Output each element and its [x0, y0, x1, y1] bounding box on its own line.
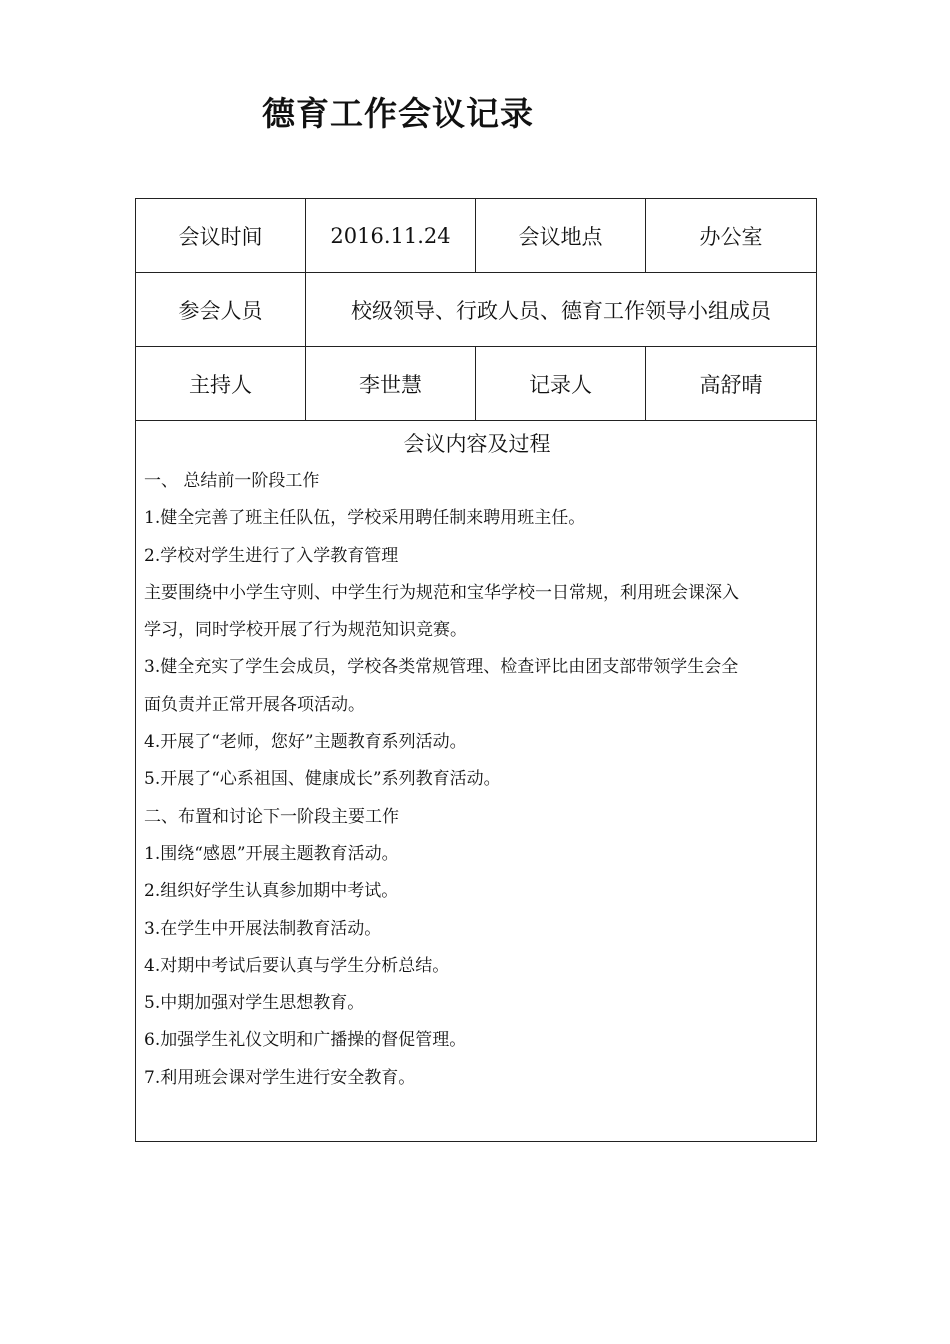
content-line: 面负责并正常开展各项活动。 [144, 694, 365, 715]
content-line: 7.利用班会课对学生进行安全教育。 [144, 1067, 416, 1088]
meeting-place-label: 会议地点 [476, 199, 646, 273]
time-place-row [136, 199, 817, 273]
document-title: 德育工作会议记录 [262, 94, 534, 133]
content-line: 1.健全完善了班主任队伍，学校采用聘任制来聘用班主任。 [144, 508, 586, 529]
content-line: 6.加强学生礼仪文明和广播操的督促管理。 [144, 1030, 467, 1051]
host-label: 主持人 [136, 347, 306, 421]
meeting-time-label: 会议时间 [136, 199, 306, 273]
recorder-value: 高舒晴 [646, 347, 817, 421]
content-line: 5.开展了“心系祖国、健康成长”系列教育活动。 [144, 769, 501, 790]
content-cell [136, 421, 817, 1142]
recorder-label: 记录人 [476, 347, 646, 421]
content-line: 3.在学生中开展法制教育活动。 [144, 918, 382, 939]
meeting-record-table [135, 198, 817, 1142]
attendees-row [136, 273, 817, 347]
content-heading: 会议内容及过程 [403, 432, 551, 456]
content-line: 5.中期加强对学生思想教育。 [144, 993, 365, 1014]
content-line: 学习，同时学校开展了行为规范知识竞赛。 [144, 620, 467, 641]
content-line: 4.对期中考试后要认真与学生分析总结。 [144, 955, 450, 976]
content-line: 3.健全充实了学生会成员，学校各类常规管理、检查评比由团支部带领学生会全 [144, 657, 739, 678]
content-line: 2.组织好学生认真参加期中考试。 [144, 881, 399, 902]
attendees-label: 参会人员 [136, 273, 306, 347]
content-line: 主要围绕中小学生守则、中学生行为规范和宝华学校一日常规，利用班会课深入 [144, 582, 739, 603]
content-row [136, 421, 817, 1142]
content-line: 4.开展了“老师，您好”主题教育系列活动。 [144, 732, 467, 753]
content-line: 二、布置和讨论下一阶段主要工作 [144, 806, 399, 827]
attendees-value: 校级领导、行政人员、德育工作领导小组成员 [306, 273, 817, 347]
meeting-time-value: 2016.11.24 [306, 199, 476, 273]
host-recorder-row [136, 347, 817, 421]
host-value: 李世慧 [306, 347, 476, 421]
content-line: 一、 总结前一阶段工作 [144, 471, 320, 491]
meeting-place-value: 办公室 [646, 199, 817, 273]
content-line: 2.学校对学生进行了入学教育管理 [144, 545, 399, 566]
content-line: 1.围绕“感恩”开展主题教育活动。 [144, 843, 399, 864]
